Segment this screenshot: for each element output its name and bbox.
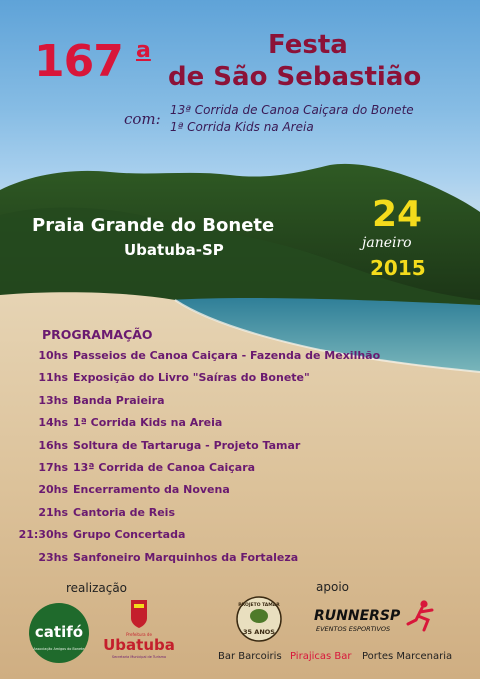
title-line-1: Festa [268,30,348,60]
program-time: 11hs [38,371,68,385]
program-time: 20hs [38,483,68,497]
program-time: 21:30hs [18,528,68,542]
runner-figure-icon [408,600,432,630]
program-event: Sanfoneiro Marquinhos da Fortaleza [73,550,299,564]
program-item [0,551,480,573]
edition-ordinal: a [136,38,151,63]
catifo-logo [26,600,92,666]
with-label: com: [124,110,161,128]
program-event: Passeios de Canoa Caiçara - Fazenda de Mexilhão [73,349,381,362]
program-item [0,371,480,393]
realizacao-label: realização [66,581,128,595]
apoio-label: apoio [316,580,349,594]
program-event: 13ª Corrida de Canoa Caiçara [73,460,256,474]
program-event: Exposição do Livro "Saíras do Bonete" [73,371,310,385]
program-event: Encerramento da Novena [73,483,230,497]
date-year: 2015 [370,256,426,280]
ubatuba-prefeitura-logo [98,598,180,668]
ubatuba-logo-subtext: Secretaria Municipal de Turismo [111,655,167,659]
date-day: 24 [372,194,423,235]
turtle-icon [250,609,268,623]
program-item [0,394,480,416]
program-item [0,506,480,528]
program-list [0,349,480,573]
sponsor-bar-barcoiris: Bar Barcoiris [218,651,282,662]
program-event: Soltura de Tartaruga - Projeto Tamar [73,438,301,452]
sponsor-portes-marcenaria: Portes Marcenaria [362,651,453,662]
sponsor-pirajicas-bar: Pirajicas Bar [290,651,352,662]
program-item [0,461,480,483]
program-item [0,439,480,461]
program-item [0,483,480,505]
program-event: Banda Praieira [73,393,165,407]
program-event: Grupo Concertada [73,528,186,542]
runnersp-logo-text: RUNNERSP [314,608,401,624]
program-time: 16hs [38,438,68,452]
program-event: 1ª Corrida Kids na Areia [73,416,223,430]
ubatuba-logo-text: Ubatuba [103,636,175,654]
edition-number: 167 [34,36,123,87]
runnersp-logo [312,598,436,638]
program-time: 13hs [38,393,68,407]
location-place: Praia Grande do Bonete [32,215,275,236]
with-item-kids-race: 1ª Corrida Kids na Areia [170,120,314,134]
program-item [0,349,480,371]
tamar-logo-years: 35 ANOS [243,628,275,636]
catifo-logo-text: catifó [34,623,84,641]
program-title: PROGRAMAÇÃO [42,327,153,342]
tamar-logo-text: PROJETO TAMAR [238,603,280,608]
program-item [0,416,480,438]
program-event: Cantoria de Reis [73,505,176,519]
program-time: 14hs [38,416,68,430]
date-month: janeiro [362,235,412,251]
program-time: 21hs [38,505,68,519]
ubatuba-logo-topline: Prefeitura de [126,632,152,637]
program-item [0,528,480,550]
location-city: Ubatuba-SP [124,241,224,259]
projeto-tamar-logo [234,594,284,644]
title-line-2: de São Sebastião [168,62,422,92]
catifo-logo-subtext: Associação Amigos do Bonete [33,647,85,651]
program-time: 17hs [38,460,68,474]
program-time: 10hs [38,349,68,362]
runnersp-logo-subtext: EVENTOS ESPORTIVOS [316,625,391,633]
with-item-canoe-race: 13ª Corrida de Canoa Caiçara do Bonete [170,103,414,117]
program-time: 23hs [38,550,68,564]
